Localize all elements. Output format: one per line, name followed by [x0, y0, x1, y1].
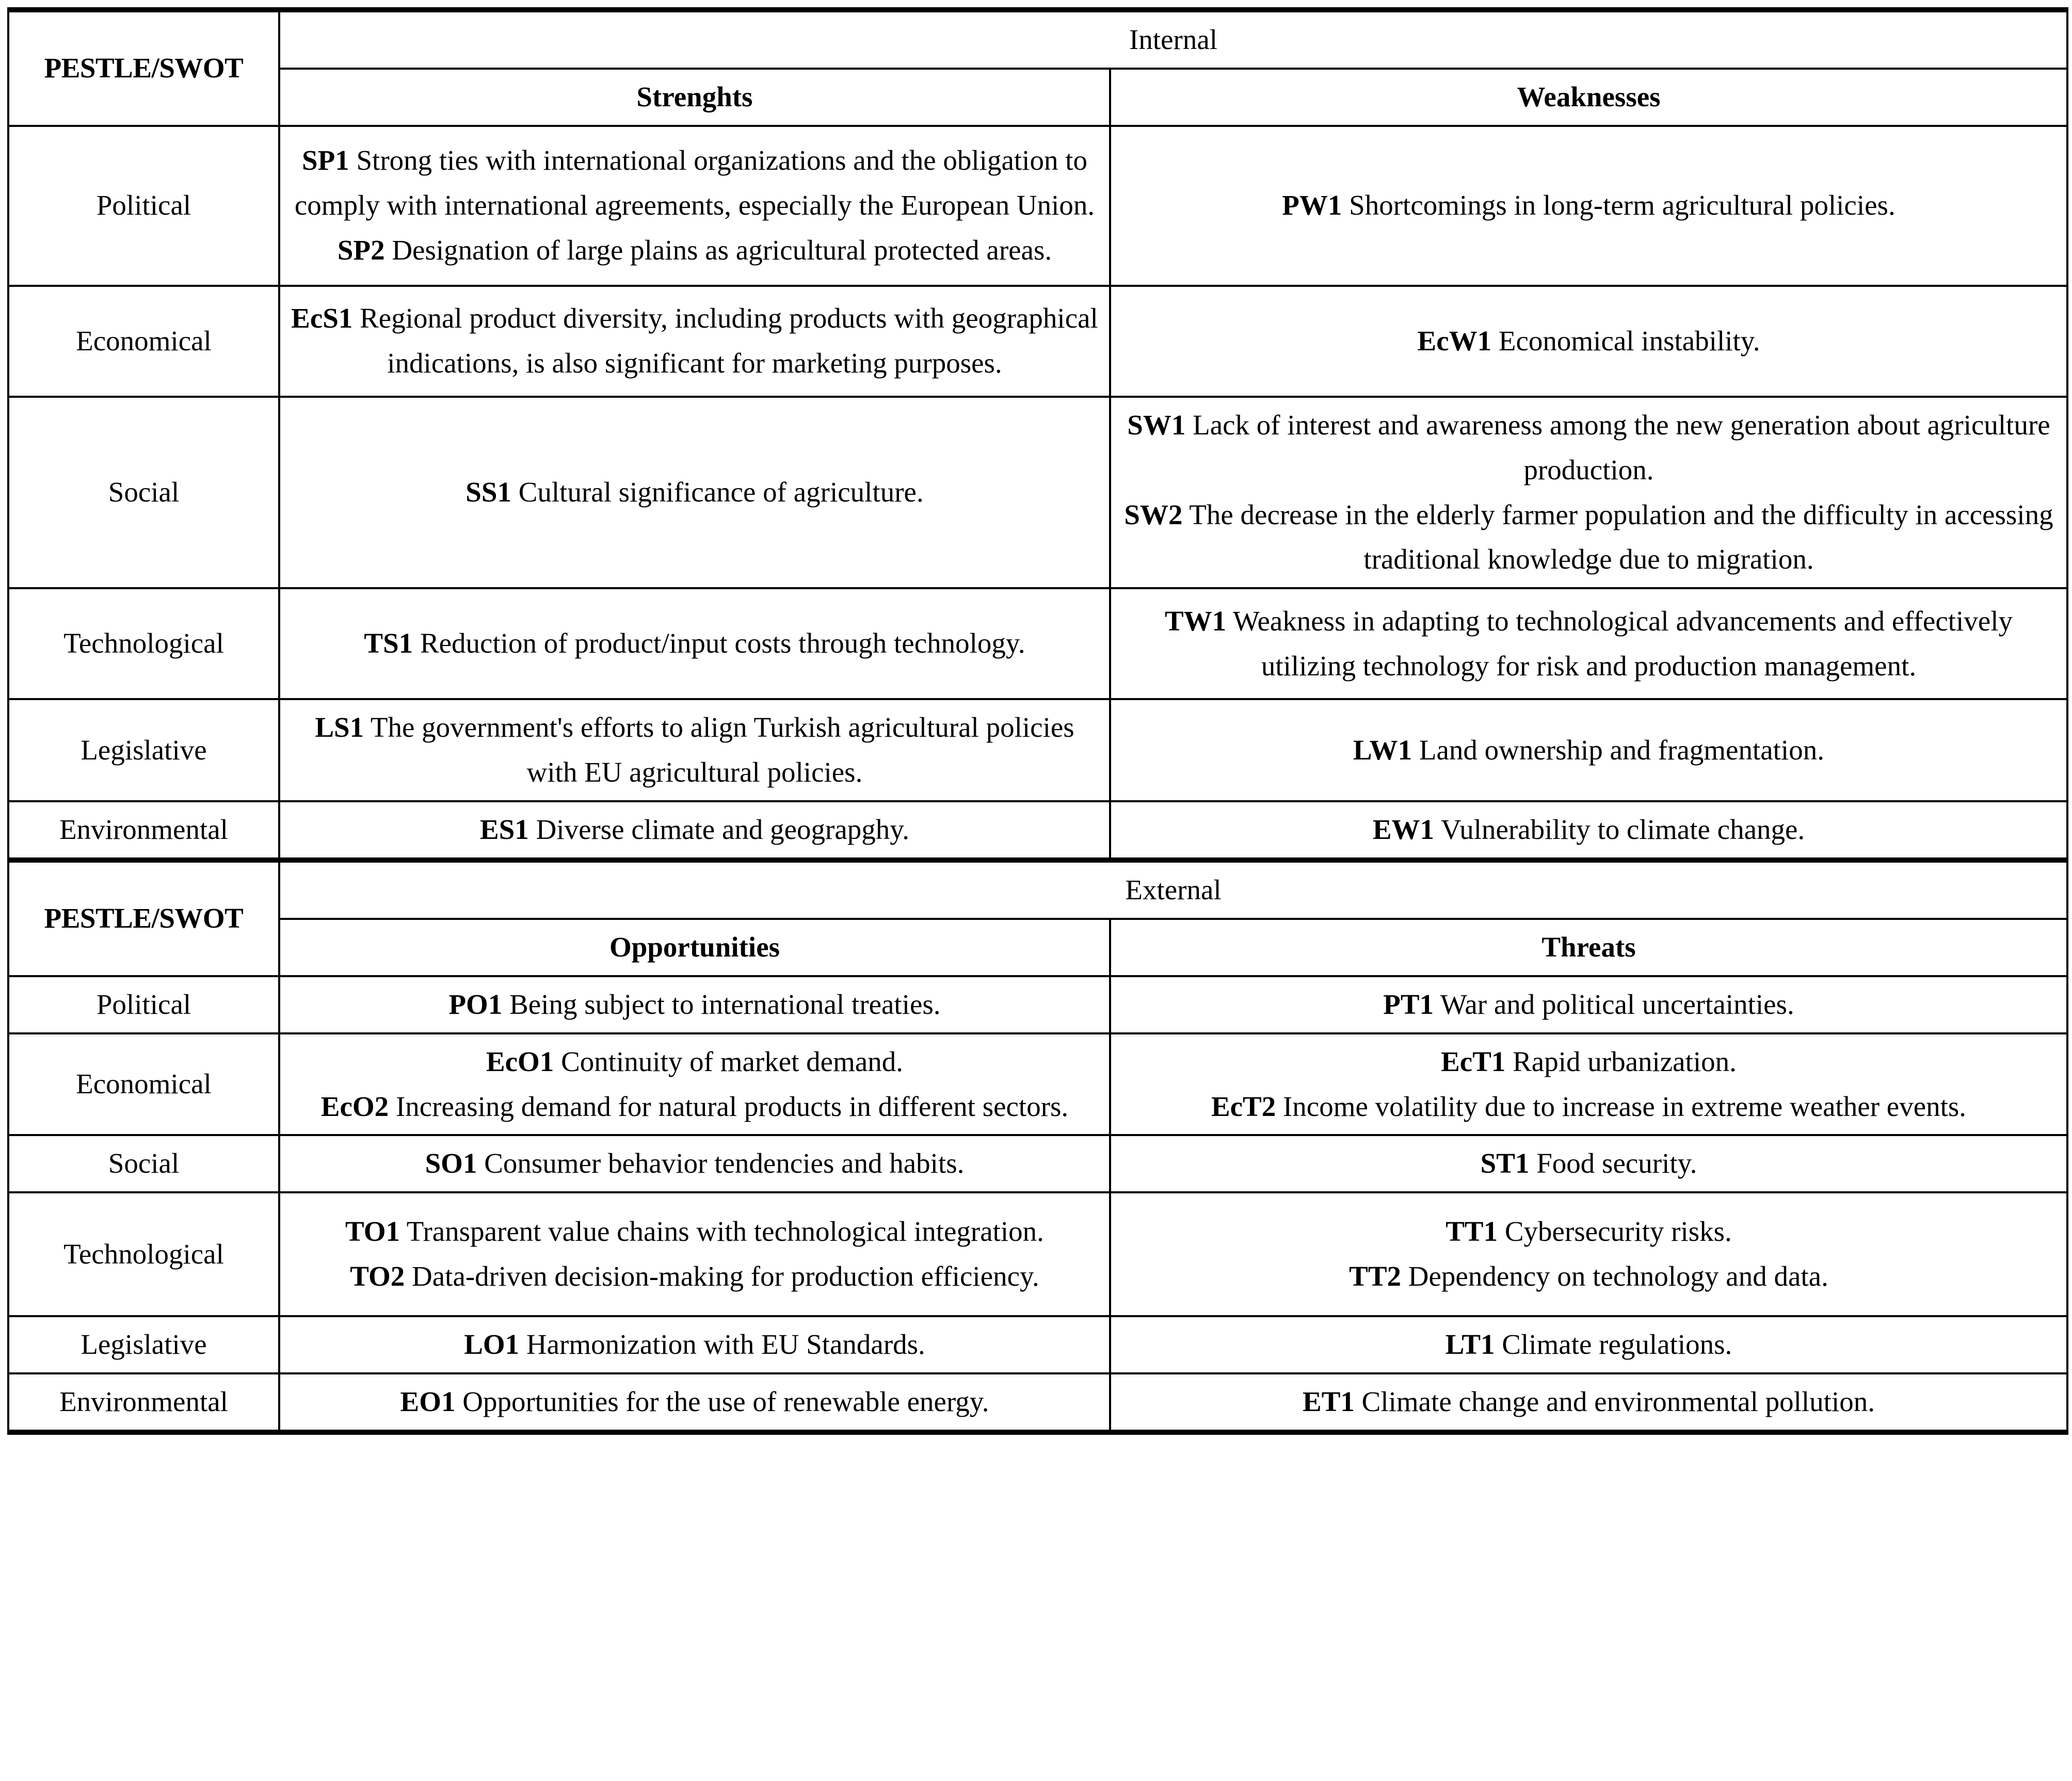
entry-code: TO1 [345, 1216, 400, 1248]
column-header-positive-external: Opportunities [279, 919, 1110, 976]
entry-text: Vulnerability to climate change. [1440, 814, 1805, 846]
table-row [8, 1316, 2067, 1373]
entry [290, 1141, 1100, 1186]
category-cell-economical: Economical [8, 1033, 279, 1136]
entry [290, 138, 1100, 228]
entry-code: TO2 [350, 1260, 405, 1292]
entry-code: SP1 [302, 144, 349, 176]
category-cell-political: Political [8, 976, 279, 1033]
entry [290, 1380, 1100, 1424]
entry-text: Cybersecurity risks. [1504, 1216, 1732, 1248]
entry-code: LW1 [1353, 734, 1412, 766]
entry-code: TT1 [1445, 1216, 1498, 1248]
cell-positive [279, 1192, 1110, 1316]
table-row [8, 397, 2067, 589]
category-cell-economical: Economical [8, 286, 279, 397]
cell-positive [279, 126, 1110, 286]
entry [1120, 599, 2057, 689]
cell-negative [1110, 976, 2067, 1033]
entry [290, 1040, 1100, 1084]
entry-text: Transparent value chains with technological integration. [406, 1216, 1044, 1248]
cell-negative [1110, 286, 2067, 397]
entry-text: Shortcomings in long-term agricultural policies. [1349, 189, 1896, 221]
entry-code: EcT2 [1211, 1090, 1276, 1122]
entry-text: Food security. [1536, 1147, 1697, 1179]
entry [1120, 1040, 2057, 1084]
entry [290, 1209, 1100, 1254]
entry-text: The decrease in the elderly farmer population and the difficulty in accessing traditional knowledge due to migration. [1189, 498, 2053, 575]
entry-text: Reduction of product/input costs through technology. [420, 627, 1025, 659]
entry [1120, 1254, 2057, 1299]
category-cell-environmental: Environmental [8, 1373, 279, 1432]
cell-positive [279, 397, 1110, 589]
category-cell-environmental: Environmental [8, 801, 279, 860]
entry-code: ET1 [1303, 1386, 1355, 1418]
entry-text: Climate regulations. [1502, 1329, 1732, 1361]
entry-text: Increasing demand for natural products in different sectors. [395, 1090, 1069, 1122]
entry-text: Harmonization with EU Standards. [526, 1329, 925, 1361]
entry [1120, 1141, 2057, 1186]
table-row [8, 1373, 2067, 1432]
entry [1120, 1322, 2057, 1367]
entry-text: Rapid urbanization. [1513, 1045, 1737, 1077]
entry [1120, 982, 2057, 1027]
cell-negative [1110, 126, 2067, 286]
table-row [8, 286, 2067, 397]
entry [1120, 807, 2057, 852]
entry-code: EO1 [400, 1386, 456, 1418]
cell-negative [1110, 801, 2067, 860]
cell-negative [1110, 1033, 2067, 1136]
entry-text: Land ownership and fragmentation. [1419, 734, 1824, 766]
entry [1120, 183, 2057, 228]
entry-text: Income volatility due to increase in extreme weather events. [1282, 1090, 1967, 1122]
category-cell-legislative: Legislative [8, 1316, 279, 1373]
entry-text: Opportunities for the use of renewable energy. [462, 1386, 989, 1418]
cell-negative [1110, 397, 2067, 589]
section-subheader-row [8, 69, 2067, 126]
category-cell-technological: Technological [8, 588, 279, 699]
entry-text: Data-driven decision-making for production efficiency. [412, 1260, 1039, 1292]
entry [290, 1084, 1100, 1129]
entry [1120, 1209, 2057, 1254]
column-header-negative-external: Threats [1110, 919, 2067, 976]
entry-code: LT1 [1445, 1329, 1495, 1361]
table-row [8, 126, 2067, 286]
table-row [8, 588, 2067, 699]
entry-text: Designation of large plains as agricultural protected areas. [392, 234, 1052, 266]
section-header-row [8, 10, 2067, 69]
entry [290, 621, 1100, 666]
entry-code: TT2 [1349, 1260, 1402, 1292]
entry [1120, 403, 2057, 493]
cell-positive [279, 286, 1110, 397]
cell-positive [279, 699, 1110, 801]
entry [290, 1322, 1100, 1367]
entry [1120, 728, 2057, 773]
section-band-internal: Internal [279, 10, 2067, 69]
category-cell-social: Social [8, 397, 279, 589]
entry-code: EcO1 [486, 1045, 554, 1077]
entry-code: SS1 [465, 476, 511, 508]
section-band-external: External [279, 860, 2067, 919]
entry-text: Being subject to international treaties. [509, 988, 941, 1020]
entry-code: EcW1 [1417, 325, 1492, 357]
entry-code: EcT1 [1441, 1045, 1506, 1077]
entry-text: Weakness in adapting to technological advancements and effectively utilizing technology for risk and production management. [1232, 605, 2013, 682]
entry-code: PO1 [448, 988, 503, 1020]
column-header-positive-internal: Strenghts [279, 69, 1110, 126]
entry-code: EW1 [1372, 814, 1435, 846]
entry-text: Dependency on technology and data. [1408, 1260, 1828, 1292]
entry-code: ES1 [480, 814, 529, 846]
entry [290, 296, 1100, 386]
entry-text: Cultural significance of agriculture. [518, 476, 924, 508]
cell-positive [279, 1316, 1110, 1373]
entry-code: SW2 [1124, 498, 1183, 530]
entry-text: The government's efforts to align Turkish agricultural policies with EU agricultural policies. [370, 711, 1074, 788]
entry-code: TS1 [364, 627, 413, 659]
table-row [8, 1192, 2067, 1316]
entry-text: Lack of interest and awareness among the new generation about agriculture production. [1193, 409, 2050, 485]
entry [290, 982, 1100, 1027]
category-cell-legislative: Legislative [8, 699, 279, 801]
category-cell-technological: Technological [8, 1192, 279, 1316]
cell-negative [1110, 1373, 2067, 1432]
entry [290, 470, 1100, 515]
cell-positive [279, 1033, 1110, 1136]
entry-code: LO1 [464, 1329, 520, 1361]
entry-text: War and political uncertainties. [1440, 988, 1794, 1020]
column-header-negative-internal: Weaknesses [1110, 69, 2067, 126]
entry-code: EcO2 [320, 1090, 389, 1122]
entry [1120, 493, 2057, 582]
cell-negative [1110, 1316, 2067, 1373]
table-row [8, 1135, 2067, 1192]
cell-positive [279, 801, 1110, 860]
cell-positive [279, 976, 1110, 1033]
table-row [8, 976, 2067, 1033]
entry [290, 705, 1100, 795]
entry [1120, 1380, 2057, 1424]
entry [290, 228, 1100, 273]
entry [1120, 319, 2057, 364]
section-header-row [8, 860, 2067, 919]
table-row [8, 801, 2067, 860]
entry-text: Diverse climate and geograpghy. [536, 814, 909, 846]
entry-text: Consumer behavior tendencies and habits. [484, 1147, 965, 1179]
entry-text: Continuity of market demand. [561, 1045, 904, 1077]
entry-code: EcS1 [291, 302, 353, 334]
cell-positive [279, 1373, 1110, 1432]
category-cell-social: Social [8, 1135, 279, 1192]
entry-code: TW1 [1164, 605, 1227, 637]
entry-code: LS1 [315, 711, 364, 743]
entry-code: SW1 [1127, 409, 1186, 441]
cell-negative [1110, 699, 2067, 801]
entry-code: PW1 [1282, 189, 1342, 221]
cell-positive [279, 588, 1110, 699]
entry [290, 807, 1100, 852]
section-subheader-row [8, 919, 2067, 976]
entry-text: Economical instability. [1498, 325, 1760, 357]
table-row [8, 699, 2067, 801]
entry-code: SP2 [337, 234, 385, 266]
entry [1120, 1084, 2057, 1129]
entry-code: SO1 [425, 1147, 477, 1179]
entry-text: Climate change and environmental pollution. [1361, 1386, 1875, 1418]
entry-text: Regional product diversity, including products with geographical indications, is also significant for marketing purposes. [360, 302, 1098, 379]
entry-code: PT1 [1383, 988, 1434, 1020]
corner-label-internal: PESTLE/SWOT [8, 10, 279, 126]
entry [290, 1254, 1100, 1299]
cell-negative [1110, 1135, 2067, 1192]
category-cell-political: Political [8, 126, 279, 286]
table-body [8, 10, 2067, 1432]
cell-positive [279, 1135, 1110, 1192]
cell-negative [1110, 1192, 2067, 1316]
pestle-swot-table [7, 7, 2068, 1435]
corner-label-external: PESTLE/SWOT [8, 860, 279, 976]
table-row [8, 1033, 2067, 1136]
entry-code: ST1 [1480, 1147, 1530, 1179]
entry-text: Strong ties with international organizations and the obligation to comply with international agreements, especially the European Union. [294, 144, 1095, 221]
cell-negative [1110, 588, 2067, 699]
